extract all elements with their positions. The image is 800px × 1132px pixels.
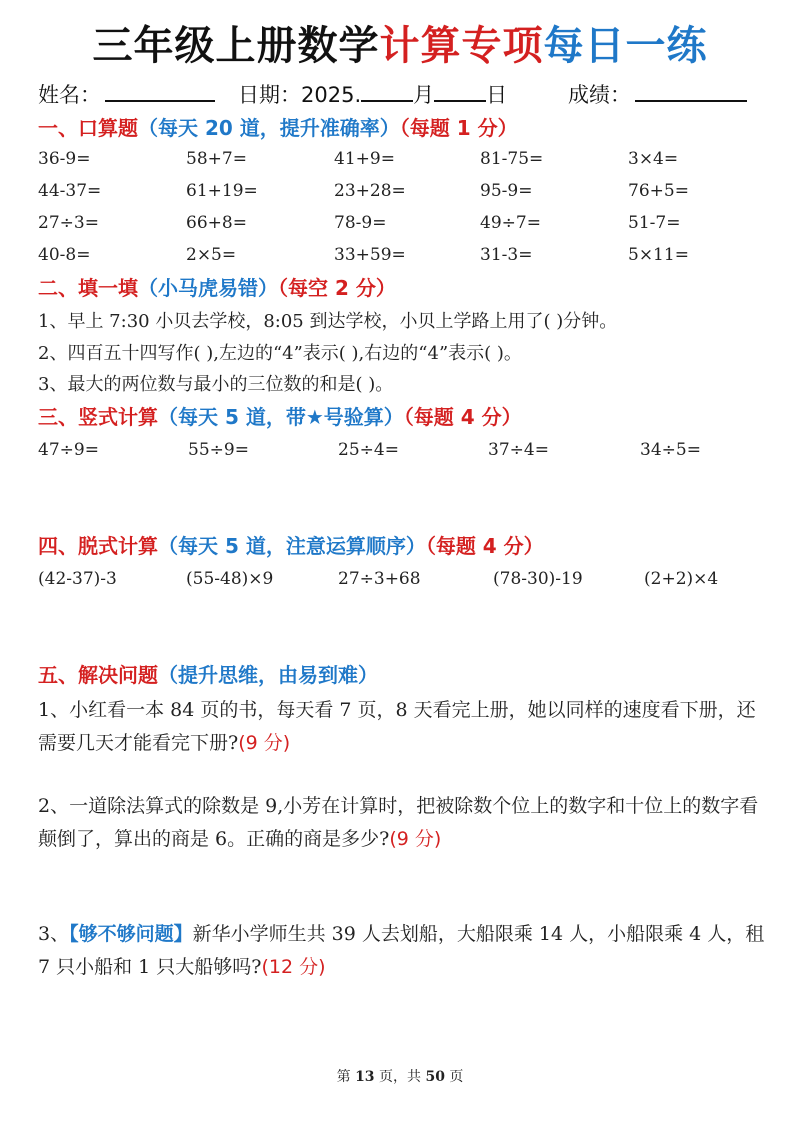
section-1-heading	[38, 114, 518, 142]
vertical-calc-row	[38, 440, 778, 466]
score-field[interactable]	[568, 78, 747, 109]
section-2-heading	[38, 274, 396, 302]
vertical-calc-item: 34÷5=	[640, 440, 701, 460]
day-blank[interactable]	[434, 78, 486, 102]
mental-math-item: 40-8=	[38, 245, 91, 265]
section-3-heading	[38, 403, 522, 431]
footer-text: 页	[449, 1069, 464, 1085]
name-blank[interactable]	[105, 78, 215, 102]
mental-math-item: 58+7=	[186, 149, 247, 169]
month-blank[interactable]	[361, 78, 413, 102]
mental-math-row	[38, 213, 778, 239]
score-blank[interactable]	[635, 78, 747, 102]
step-calc-item: (42-37)-3	[38, 569, 117, 589]
section-5-subtitle: （提升思维，由易到难）	[158, 663, 378, 687]
title-part-daily: 每日一练	[543, 23, 708, 69]
date-label: 日期：2025.	[238, 83, 362, 107]
day-label: 日	[486, 83, 508, 107]
vertical-calc-item: 25÷4=	[338, 440, 399, 460]
mental-math-item: 61+19=	[186, 181, 258, 201]
section-4-title: 四、脱式计算	[38, 534, 158, 558]
section-4-heading	[38, 532, 544, 560]
fill-blank-item: 2、四百五十四写作( ),左边的“4”表示( ),右边的“4”表示( )。	[38, 343, 522, 364]
fill-blank-item: 3、最大的两位数与最小的三位数的和是( )。	[38, 374, 394, 395]
word-problem-1	[38, 694, 768, 760]
section-4-score: （每题 4 分）	[425, 534, 544, 558]
word-problem-prefix: 3、	[38, 923, 70, 945]
month-label: 月	[413, 83, 435, 107]
section-2-score: （每空 2 分）	[278, 276, 396, 300]
name-label: 姓名：	[38, 83, 101, 107]
mental-math-item: 27÷3=	[38, 213, 99, 233]
word-problem-text: 新华小学师生共 39 人去划船，大船限乘 14 人，小船限乘 4 人，租 7 只小船和 1 只大船够吗?	[38, 923, 765, 978]
word-problem-text: 1、小红看一本 84 页的书，每天看 7 页，8 天看完上册，她以同样的速度看下册，还需要几天才能看完下册?	[38, 699, 756, 754]
mental-math-item: 36-9=	[38, 149, 91, 169]
section-5-title: 五、解决问题	[38, 663, 158, 687]
mental-math-item: 3×4=	[628, 149, 679, 169]
mental-math-item: 51-7=	[628, 213, 681, 233]
footer-total-pages: 50	[425, 1069, 445, 1085]
section-5-heading	[38, 661, 378, 689]
mental-math-row	[38, 245, 778, 271]
mental-math-item: 41+9=	[334, 149, 395, 169]
step-calc-item: (78-30)-19	[493, 569, 583, 589]
title-part-grade: 三年级上册数学	[92, 23, 380, 69]
fill-blank-item: 1、早上 7:30 小贝去学校，8:05 到达学校，小贝上学路上用了( )分钟。	[38, 311, 618, 332]
mental-math-item: 81-75=	[480, 149, 544, 169]
mental-math-item: 2×5=	[186, 245, 237, 265]
score-label: 成绩：	[568, 83, 631, 107]
section-3-title: 三、竖式计算	[38, 405, 158, 429]
word-problem-score: (9 分)	[238, 732, 291, 754]
student-info-row	[38, 78, 778, 108]
footer-text: 页，共	[379, 1069, 421, 1085]
word-problem-score: (12 分)	[261, 956, 326, 978]
step-calc-item: (2+2)×4	[644, 569, 719, 589]
mental-math-item: 76+5=	[628, 181, 689, 201]
page-title	[0, 20, 800, 72]
word-problem-score: (9 分)	[389, 828, 442, 850]
word-problem-3	[38, 918, 768, 984]
section-2-subtitle: （小马虎易错）	[138, 276, 278, 300]
section-3-subtitle: （每天 5 道，带★号验算）	[158, 405, 404, 429]
date-field[interactable]	[238, 78, 507, 109]
mental-math-row	[38, 149, 778, 175]
mental-math-item: 23+28=	[334, 181, 406, 201]
vertical-calc-item: 47÷9=	[38, 440, 99, 460]
section-4-subtitle: （每天 5 道，注意运算顺序）	[158, 534, 426, 558]
section-1-score: （每题 1 分）	[399, 116, 518, 140]
footer-text: 第	[336, 1069, 351, 1085]
footer-page-number: 13	[355, 1069, 375, 1085]
mental-math-item: 31-3=	[480, 245, 533, 265]
mental-math-item: 66+8=	[186, 213, 247, 233]
word-problem-tag: 【够不够问题】	[69, 923, 193, 945]
title-part-topic: 计算专项	[379, 23, 544, 69]
mental-math-item: 49÷7=	[480, 213, 541, 233]
section-2-title: 二、填一填	[38, 276, 138, 300]
name-field[interactable]	[38, 78, 215, 109]
mental-math-item: 78-9=	[334, 213, 387, 233]
vertical-calc-item: 55÷9=	[188, 440, 249, 460]
mental-math-row	[38, 181, 778, 207]
vertical-calc-item: 37÷4=	[488, 440, 549, 460]
mental-math-item: 33+59=	[334, 245, 406, 265]
mental-math-item: 44-37=	[38, 181, 102, 201]
section-1-title: 一、口算题	[38, 116, 138, 140]
section-1-subtitle: （每天 20 道，提升准确率）	[138, 116, 400, 140]
mental-math-item: 95-9=	[480, 181, 533, 201]
word-problem-2	[38, 790, 768, 856]
step-calc-item: (55-48)×9	[186, 569, 274, 589]
word-problem-text: 2、一道除法算式的除数是 9,小芳在计算时，把被除数个位上的数字和十位上的数字看颠倒了，算出的商是 6。正确的商是多少?	[38, 795, 759, 850]
step-calc-item: 27÷3+68	[338, 569, 421, 589]
step-calc-row	[38, 569, 778, 595]
section-3-score: （每题 4 分）	[403, 405, 522, 429]
page-footer	[0, 1066, 800, 1086]
mental-math-item: 5×11=	[628, 245, 689, 265]
